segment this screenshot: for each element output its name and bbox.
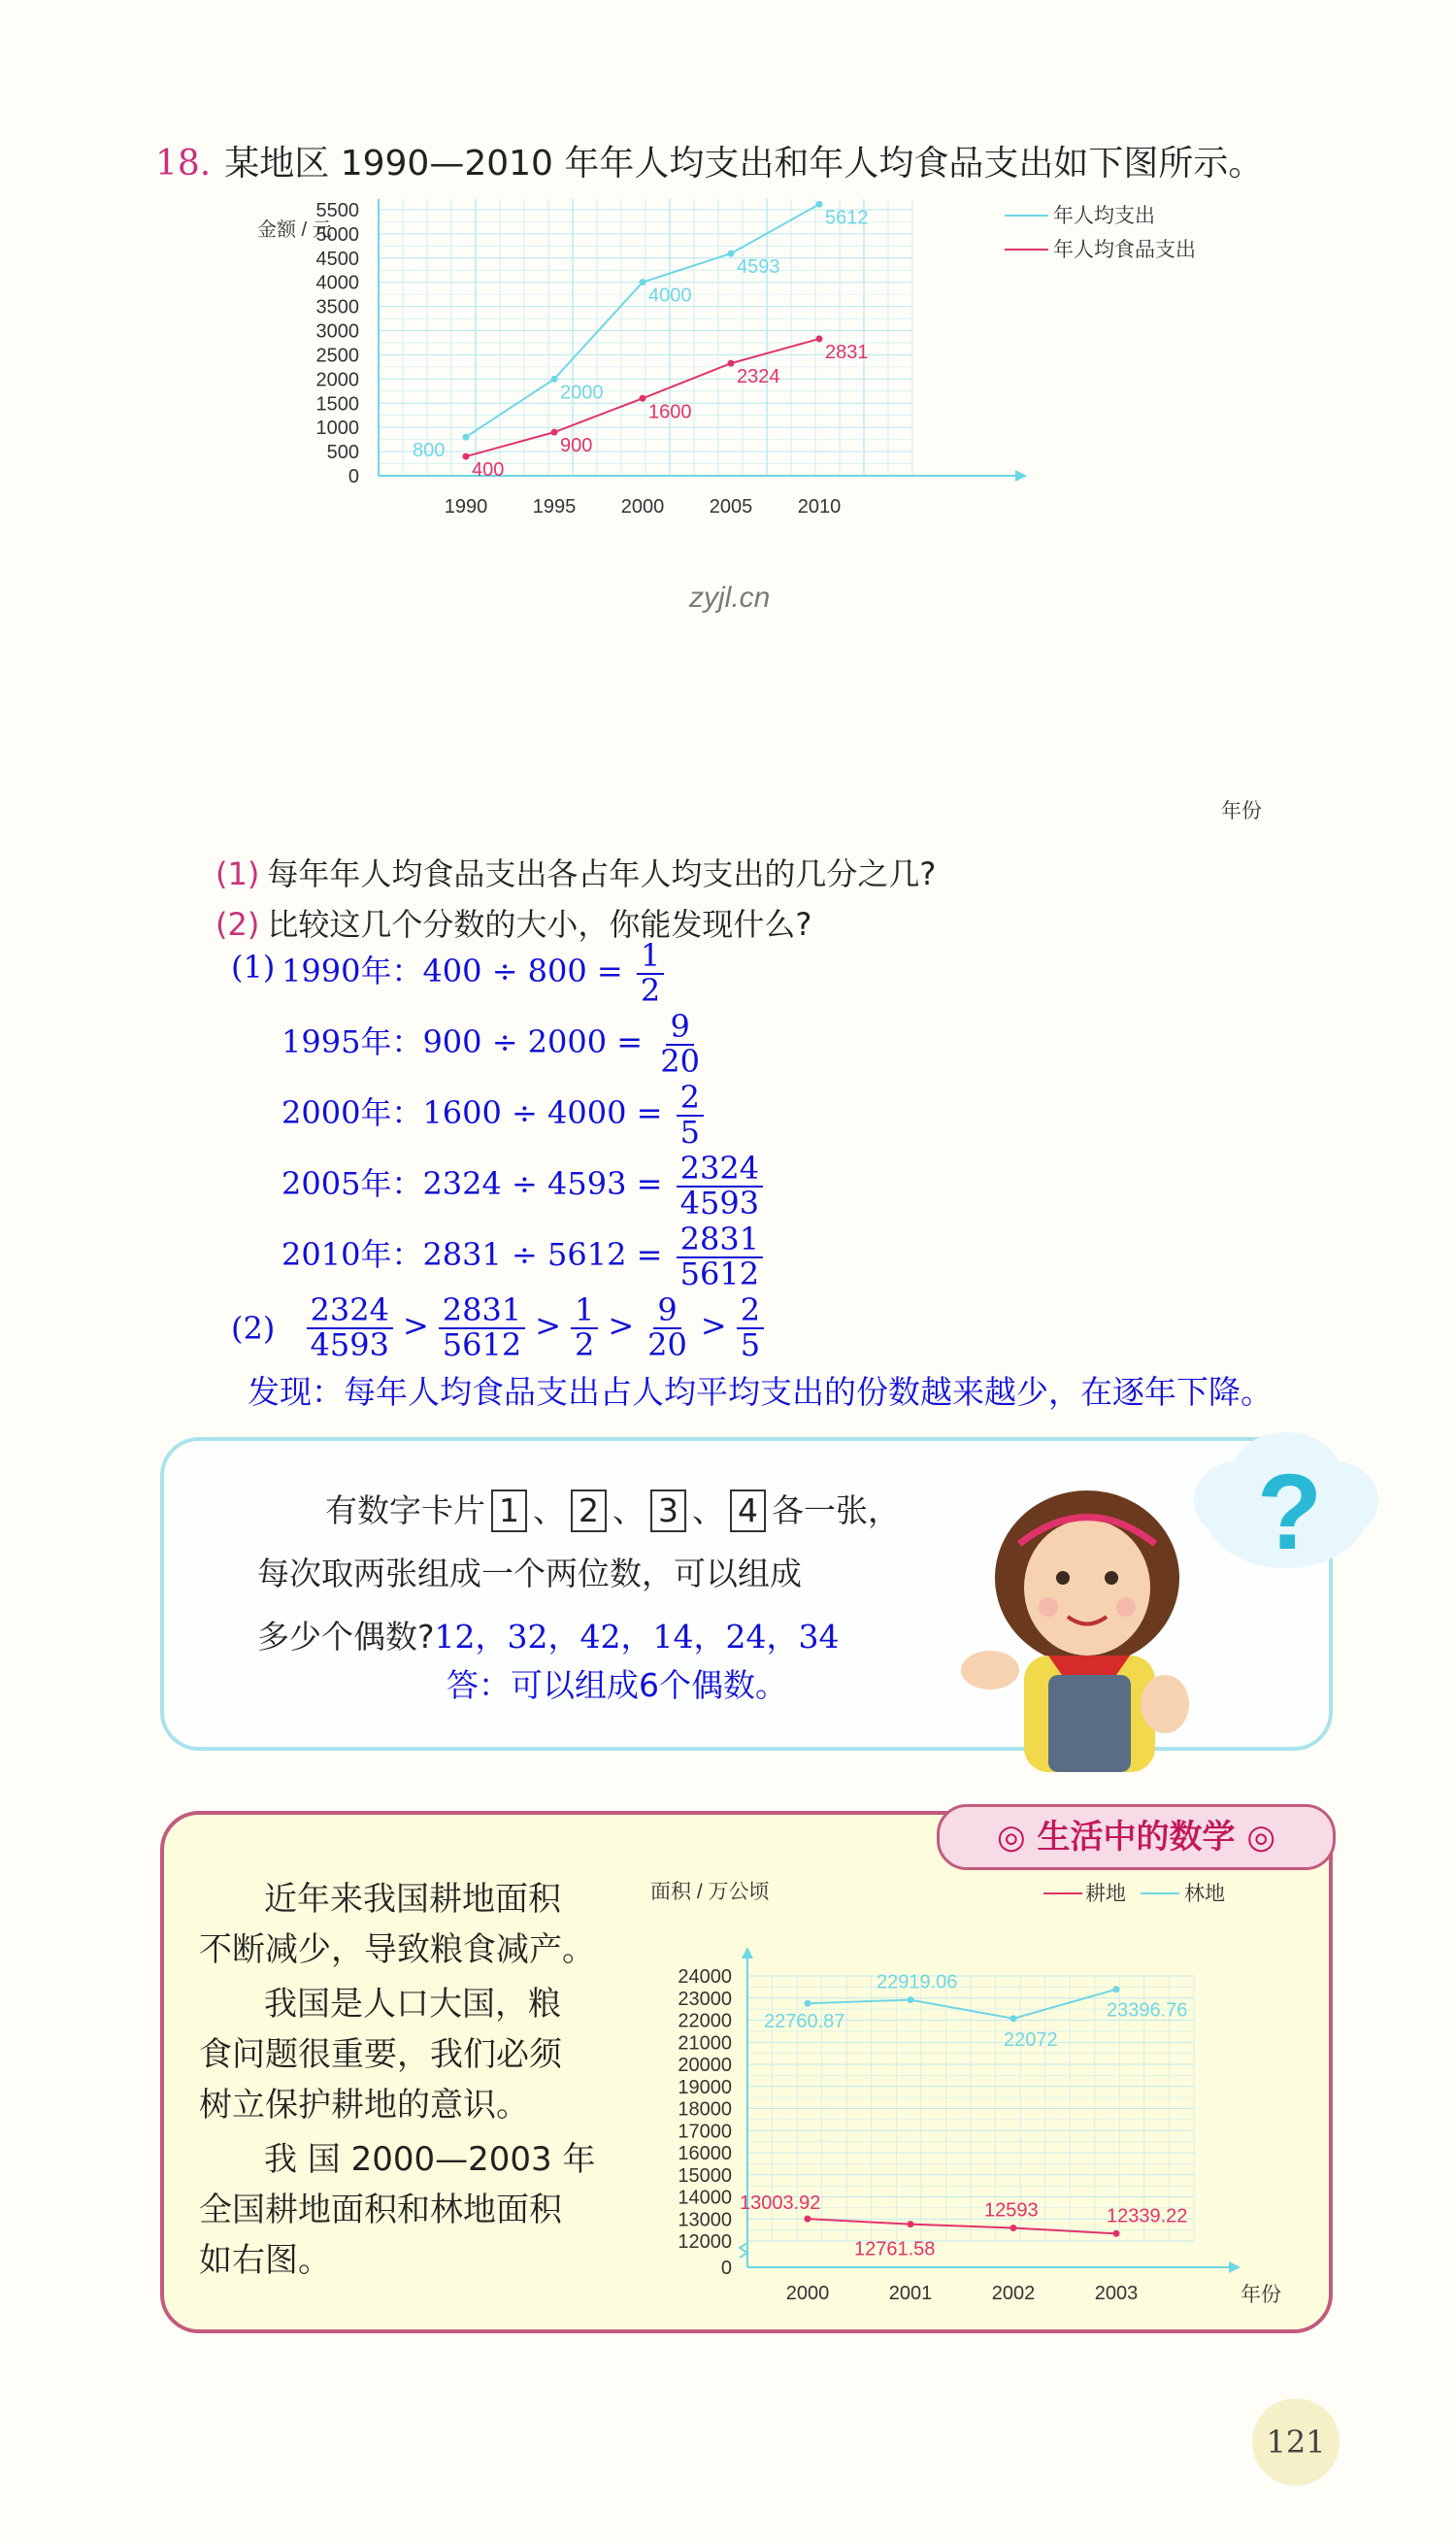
fraction-den: 20 bbox=[647, 1325, 687, 1363]
fraction-den: 5 bbox=[740, 1325, 761, 1363]
chart2-y-tick-label: 16000 bbox=[678, 2143, 732, 2164]
spending-chart bbox=[233, 199, 1330, 830]
chart2-y-tick-label: 12000 bbox=[678, 2231, 732, 2253]
greater-than: > bbox=[535, 1307, 561, 1345]
bubble-line1-pre: 有数字卡片 bbox=[325, 1491, 485, 1529]
life-text: 近年来我国耕地面积 bbox=[264, 1880, 561, 1919]
legend-label-series0: 年人均支出 bbox=[1053, 205, 1155, 227]
chart1-x-tick-label: 2000 bbox=[620, 496, 665, 518]
fraction-num: 2831 bbox=[439, 1294, 525, 1329]
land-area-chart bbox=[641, 1869, 1286, 2316]
chart2-x-tick-label: 2000 bbox=[785, 2283, 830, 2304]
chart2-y-arrow bbox=[742, 1947, 753, 1958]
fraction bbox=[439, 1291, 525, 1363]
chart2-y-tick-label: 21000 bbox=[678, 2032, 732, 2055]
data-point bbox=[463, 434, 470, 441]
greater-than: > bbox=[608, 1307, 635, 1345]
question-text: 某地区 1990—2010 年年人均支出和年人均食品支出如下图所示。 bbox=[224, 144, 1264, 184]
data-label: 2324 bbox=[737, 366, 780, 388]
chart2-lines bbox=[740, 1972, 1187, 2260]
chart2-y-tick-label: 23000 bbox=[678, 1988, 732, 2010]
chart1-ylabel: 金额 / 元 bbox=[257, 219, 332, 241]
data-point bbox=[551, 429, 558, 436]
sub-question-1 bbox=[215, 850, 936, 894]
chart1-grid bbox=[379, 199, 912, 476]
bubble-line3-answer: 12，32，42，14，24，34 bbox=[434, 1618, 840, 1656]
chart1-x-tick-label: 2005 bbox=[709, 496, 753, 518]
fraction-den: 5612 bbox=[679, 1255, 760, 1292]
chart1-y-tick-label: 1500 bbox=[315, 393, 359, 416]
fraction-num: 2831 bbox=[677, 1223, 763, 1258]
fraction bbox=[737, 1291, 764, 1363]
data-label: 900 bbox=[560, 435, 593, 457]
chart1-xlabel: 年份 bbox=[1221, 800, 1262, 822]
chart2-y-tick-label: 20000 bbox=[678, 2055, 732, 2076]
fraction bbox=[656, 1008, 704, 1080]
data-label: 22760.87 bbox=[764, 2011, 845, 2033]
question-title bbox=[155, 136, 1263, 185]
fraction-den: 5 bbox=[679, 1113, 700, 1151]
data-point bbox=[640, 395, 646, 402]
chart1-y-tick-label: 2500 bbox=[315, 345, 359, 367]
chart2-y-tick-label: 24000 bbox=[678, 1966, 732, 1988]
chart2-y-tick-label: 15000 bbox=[678, 2164, 732, 2187]
data-label: 13003.92 bbox=[740, 2193, 821, 2215]
chart2-y-tick-label: 18000 bbox=[678, 2098, 732, 2121]
data-point bbox=[728, 360, 735, 367]
greater-than: > bbox=[402, 1307, 429, 1345]
page-number: 121 bbox=[1252, 2398, 1340, 2486]
life-text: 不断减少，导致粮食减产。 bbox=[199, 1930, 595, 1969]
data-label: 2831 bbox=[825, 341, 869, 363]
legend-label-series1: 年人均食品支出 bbox=[1053, 239, 1196, 261]
girl-illustration bbox=[922, 1471, 1213, 1772]
data-label: 5612 bbox=[825, 207, 869, 229]
life-text: 如右图。 bbox=[199, 2241, 331, 2280]
bubble-line3-text: 多少个偶数? bbox=[257, 1618, 435, 1656]
chart2-legend bbox=[1043, 1883, 1225, 1905]
question-mark-icon: ? bbox=[1257, 1453, 1323, 1572]
sub1-text: 每年年人均食品支出各占年人均支出的几分之几? bbox=[267, 855, 937, 892]
chart2-y-tick-label: 19000 bbox=[678, 2076, 732, 2098]
fraction bbox=[677, 1079, 704, 1151]
chart1-lines bbox=[413, 201, 869, 481]
fraction-num: 2 bbox=[677, 1082, 704, 1117]
fraction bbox=[677, 1150, 763, 1222]
watermark: zyjl.cn bbox=[689, 582, 771, 614]
question-number: 18. bbox=[155, 144, 212, 184]
data-point bbox=[1010, 2225, 1017, 2231]
math-in-life-tag: ◎ 生活中的数学 ◎ bbox=[937, 1804, 1336, 1870]
number-card: 2 bbox=[571, 1490, 607, 1532]
chart2-y-tick-label: 0 bbox=[720, 2258, 732, 2279]
answer-row-lhs: 2010年：2831 ÷ 5612 = bbox=[281, 1236, 663, 1274]
chart2-y-ticks bbox=[678, 1966, 732, 2279]
data-point bbox=[805, 2000, 811, 2007]
bubble-line-3 bbox=[257, 1612, 839, 1657]
bubble-answer: 答：可以组成6个偶数。 bbox=[447, 1666, 787, 1704]
chart2-x-ticks bbox=[786, 2283, 1139, 2304]
chart1-x-ticks bbox=[445, 496, 842, 518]
answer-part2-label: (2) bbox=[231, 1309, 276, 1347]
sub2-text: 比较这几个分数的大小，你能发现什么? bbox=[267, 906, 812, 943]
data-point bbox=[463, 453, 470, 460]
chart1-legend bbox=[1005, 205, 1196, 261]
sub2-paren: (2) bbox=[215, 906, 260, 943]
answer-row bbox=[281, 937, 668, 1009]
chart1-x-tick-label: 1995 bbox=[532, 496, 577, 518]
fraction-den: 5612 bbox=[442, 1325, 522, 1363]
life-text: 食问题很重要，我们必须 bbox=[199, 2035, 562, 2074]
fraction-num: 9 bbox=[653, 1294, 680, 1329]
chart2-x-arrow bbox=[1229, 2261, 1241, 2273]
separator: 、 bbox=[533, 1491, 565, 1529]
chart1-y-tick-label: 1000 bbox=[315, 418, 359, 440]
answer-row-lhs: 1995年：900 ÷ 2000 = bbox=[281, 1023, 644, 1061]
data-point bbox=[816, 201, 823, 208]
data-point bbox=[551, 376, 558, 383]
sub-question-2 bbox=[215, 900, 811, 945]
chart1-y-tick-label: 5000 bbox=[315, 223, 359, 246]
data-point bbox=[908, 2221, 914, 2227]
separator: 、 bbox=[612, 1491, 645, 1529]
fraction bbox=[637, 937, 664, 1009]
answer-row-lhs: 2000年：1600 ÷ 4000 = bbox=[281, 1094, 663, 1132]
data-point bbox=[908, 1996, 914, 2003]
answer-part1-label: (1) bbox=[231, 949, 276, 986]
greater-than: > bbox=[700, 1307, 727, 1345]
chart2-x-tick-label: 2002 bbox=[991, 2283, 1036, 2304]
answer-row-lhs: 1990年：400 ÷ 800 = bbox=[281, 953, 623, 990]
fraction bbox=[571, 1291, 598, 1363]
chart1-x-tick-label: 1990 bbox=[444, 496, 488, 518]
fraction-num: 2 bbox=[737, 1294, 764, 1329]
life-text: 我国是人口大国，粮 bbox=[264, 1985, 561, 2024]
data-point bbox=[728, 251, 735, 257]
data-label: 800 bbox=[413, 440, 446, 462]
life-text: 我 国 2000—2003 年 bbox=[264, 2140, 596, 2179]
data-label: 12761.58 bbox=[854, 2238, 936, 2260]
data-point bbox=[1010, 2015, 1017, 2022]
data-label: 22919.06 bbox=[877, 1971, 958, 1993]
number-card: 4 bbox=[730, 1490, 766, 1532]
data-label: 400 bbox=[472, 459, 505, 482]
chart1-y-tick-label: 2000 bbox=[315, 369, 359, 391]
legend-label-series1: 林地 bbox=[1184, 1883, 1225, 1905]
answer-row bbox=[281, 1150, 767, 1222]
data-label: 22072 bbox=[1004, 2028, 1058, 2051]
chart2-y-tick-label: 14000 bbox=[678, 2187, 732, 2209]
answer-row bbox=[281, 1008, 708, 1080]
fraction-den: 20 bbox=[660, 1042, 700, 1080]
chart1-x-tick-label: 2010 bbox=[797, 496, 842, 518]
data-point bbox=[640, 279, 646, 285]
data-point bbox=[805, 2216, 811, 2223]
life-text: 树立保护耕地的意识。 bbox=[199, 2086, 529, 2125]
chart1-y-tick-label: 3000 bbox=[315, 320, 359, 343]
fraction-num: 1 bbox=[571, 1294, 598, 1329]
answer-row bbox=[281, 1223, 767, 1290]
chart2-xlabel: 年份 bbox=[1241, 2284, 1281, 2306]
chart1-y-tick-label: 500 bbox=[326, 442, 359, 464]
fraction-den: 2 bbox=[640, 971, 661, 1009]
data-label: 4000 bbox=[648, 285, 692, 307]
chart2-y-tick-label: 22000 bbox=[678, 2010, 732, 2032]
answer-row-lhs: 2005年：2324 ÷ 4593 = bbox=[281, 1165, 663, 1203]
chart1-y-tick-label: 4500 bbox=[315, 248, 359, 270]
fraction-den: 2 bbox=[575, 1325, 595, 1363]
chart1-y-tick-label: 5500 bbox=[315, 199, 359, 221]
fraction-num: 1 bbox=[637, 940, 664, 975]
chart1-y-tick-label: 0 bbox=[347, 466, 359, 487]
chart2-ylabel: 面积 / 万公顷 bbox=[650, 1881, 770, 1903]
chart1-y-tick-label: 3500 bbox=[315, 296, 359, 318]
data-point bbox=[816, 335, 823, 342]
answer-row bbox=[281, 1079, 708, 1151]
fraction-den: 4593 bbox=[310, 1325, 389, 1363]
bubble-line1-post: 各一张， bbox=[772, 1491, 900, 1529]
fraction bbox=[677, 1223, 763, 1290]
separator: 、 bbox=[692, 1491, 724, 1529]
chart2-axis-break bbox=[740, 2243, 747, 2258]
bubble-line-1 bbox=[325, 1486, 900, 1532]
chart2-x-tick-label: 2001 bbox=[888, 2283, 933, 2304]
data-label: 2000 bbox=[560, 382, 604, 404]
data-label: 23396.76 bbox=[1107, 1999, 1188, 2022]
fraction bbox=[307, 1291, 393, 1363]
data-label: 12339.22 bbox=[1107, 2205, 1188, 2227]
fraction-num: 2324 bbox=[677, 1153, 763, 1188]
answer-finding: 发现：每年人均食品支出占人均平均支出的份数越来越少，在逐年下降。 bbox=[248, 1373, 1273, 1411]
sub1-paren: (1) bbox=[215, 855, 260, 892]
chart2-y-tick-label: 17000 bbox=[678, 2121, 732, 2143]
chart2-x-tick-label: 2003 bbox=[1094, 2283, 1139, 2304]
fraction-num: 9 bbox=[666, 1011, 693, 1046]
chart1-y-tick-label: 4000 bbox=[315, 272, 359, 294]
answer-part2 bbox=[231, 1291, 768, 1363]
data-label: 12593 bbox=[984, 2199, 1039, 2222]
number-card: 3 bbox=[650, 1490, 686, 1532]
legend-label-series0: 耕地 bbox=[1085, 1883, 1126, 1905]
bubble-line-2: 每次取两张组成一个两位数，可以组成 bbox=[257, 1555, 802, 1592]
fraction-num: 2324 bbox=[307, 1294, 393, 1329]
fraction-den: 4593 bbox=[679, 1184, 760, 1222]
chart1-y-ticks bbox=[316, 199, 360, 487]
fraction bbox=[644, 1291, 691, 1363]
chart2-y-tick-label: 13000 bbox=[678, 2209, 732, 2231]
data-label: 4593 bbox=[737, 256, 780, 279]
data-point bbox=[1113, 1986, 1120, 1992]
life-text: 全国耕地面积和林地面积 bbox=[199, 2191, 562, 2229]
data-label: 1600 bbox=[648, 401, 692, 423]
data-point bbox=[1113, 2230, 1120, 2237]
number-card: 1 bbox=[491, 1490, 527, 1532]
chart1-x-arrow bbox=[1015, 470, 1027, 482]
